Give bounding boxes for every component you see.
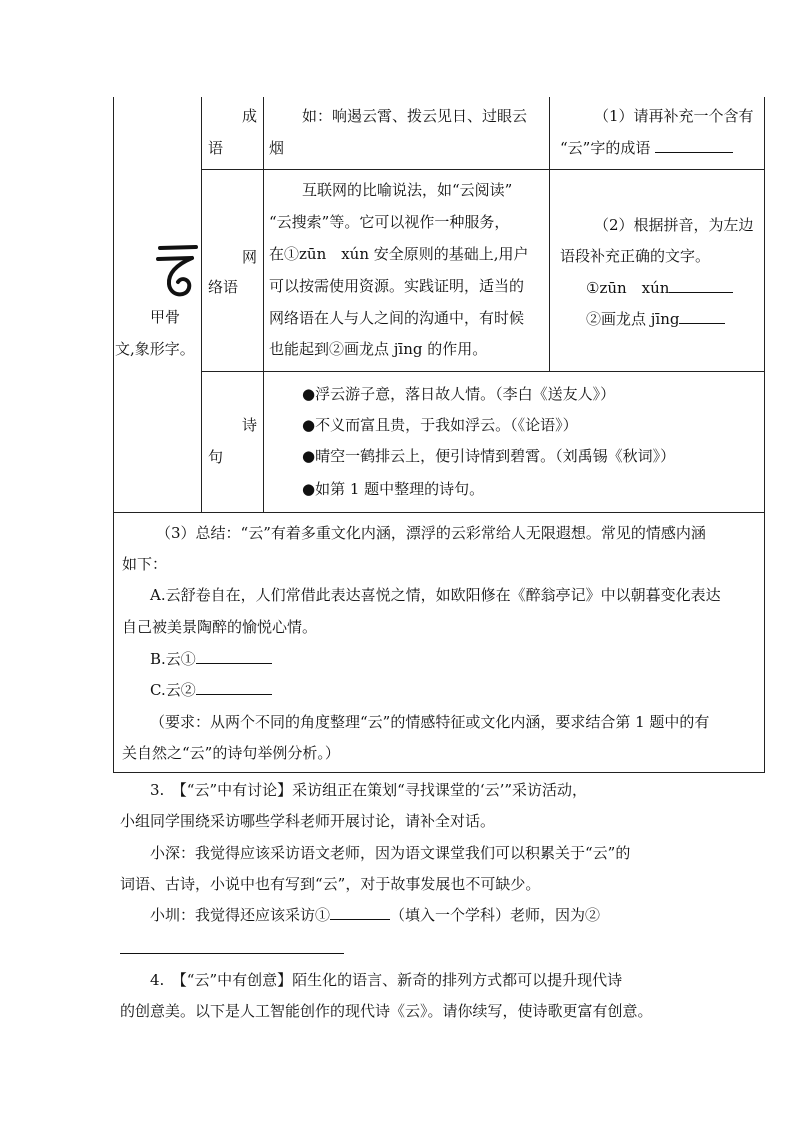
table-rule [113, 772, 765, 773]
summary-c-label: C.云② [150, 681, 196, 699]
reason-answer-blank[interactable] [120, 953, 344, 954]
table-rule [764, 97, 765, 773]
pinyin-jing: ②画龙点 jīng [586, 310, 680, 328]
summary-b-blank[interactable] [196, 649, 272, 664]
poem-line: ●晴空一鹤排云上，便引诗情到碧霄。（刘禹锡《秋词》） [302, 447, 676, 465]
q3-line: 小深：我觉得应该采访语文老师，因为语文课堂我们可以积累关于“云”的 [150, 844, 631, 862]
row-label-chengyu-1: 成 [242, 107, 258, 125]
q3-line: 小组同学围绕采访哪些学科老师开展讨论，请补全对话。 [120, 812, 496, 830]
table-rule [549, 97, 550, 372]
q3-line: 3. 【“云”中有讨论】采访组正在策划“寻找课堂的‘云’”采访活动， [150, 781, 588, 799]
jing-answer-blank[interactable] [679, 309, 725, 324]
poem-line: ●浮云游子意，落日故人情。（李白《送友人》） [302, 385, 616, 403]
row-label-wangluo-1: 网 [242, 248, 258, 266]
pinyin-zunxun: ①zūn xún [586, 279, 670, 297]
summary-c-blank[interactable] [196, 680, 272, 695]
q4-line: 4. 【“云”中有创意】陌生化的语言、新奇的排列方式都可以提升现代诗 [150, 971, 623, 989]
idiom-answer-blank[interactable] [655, 138, 733, 153]
summary-line [150, 644, 272, 675]
summary-line: 关自然之“云”的诗句举例分析。） [122, 744, 340, 762]
row-label-chengyu-2: 语 [208, 139, 224, 157]
task1-text: “云”字的成语 [560, 139, 651, 157]
summary-line: 如下： [122, 555, 168, 573]
row-label-wangluo-2: 络语 [208, 278, 239, 296]
summary-line: A.云舒卷自在，人们常借此表达喜悦之情，如欧阳修在《醉翁亭记》中以朝暮变化表达 [150, 586, 721, 604]
zunxun-answer-blank[interactable] [669, 278, 733, 293]
q3-fill-tail: （填入一个学科）老师，因为② [390, 906, 601, 924]
glyph-caption-line2: 文,象形字。 [115, 340, 195, 358]
table-rule [201, 169, 765, 170]
summary-b-label: B.云① [150, 650, 196, 668]
table-rule [201, 97, 202, 512]
task2-line: （2）根据拼音，为左边 [594, 216, 754, 234]
table-rule [113, 97, 114, 773]
task2-line [586, 273, 733, 304]
q3-line [150, 900, 600, 931]
table-rule [113, 512, 765, 513]
q3-xiaozhen-text: 小圳：我觉得还应该采访① [150, 906, 331, 924]
wangluo-content-line: 可以按需使用资源。实践证明，适当的 [269, 277, 525, 295]
summary-line: （要求：从两个不同的角度整理“云”的情感特征或文化内涵，要求结合第 1 题中的有 [150, 713, 710, 731]
wangluo-content-line: 网络语在人与人之间的沟通中，有时候 [269, 309, 525, 327]
task2-line: 语段补充正确的文字。 [560, 247, 711, 265]
summary-line: 自己被美景陶醉的愉悦心情。 [122, 618, 318, 636]
row-label-shiju-2: 句 [208, 448, 224, 466]
wangluo-content-line: 也能起到②画龙点 jīng 的作用。 [269, 340, 488, 358]
subject-answer-blank[interactable] [330, 905, 390, 920]
q4-line: 的创意美。以下是人工智能创作的现代诗《云》。请你续写，使诗歌更富有创意。 [120, 1002, 653, 1020]
oracle-bone-yun-glyph [156, 242, 202, 302]
chengyu-content-line: 烟 [269, 139, 285, 157]
summary-line [150, 675, 272, 706]
task1-line: （1）请再补充一个含有 [594, 107, 754, 125]
wangluo-content-line: 在①zūn xún 安全原则的基础上,用户 [269, 245, 529, 263]
glyph-caption-line1: 甲骨 [150, 308, 181, 326]
table-rule [201, 371, 765, 372]
wangluo-content-line: “云搜索”等。它可以视作一种服务， [269, 213, 510, 231]
summary-line: （3）总结：“云”有着多重文化内涵，漂浮的云彩常给人无限遐想。常见的情感内涵 [156, 524, 706, 542]
wangluo-content-line: 互联网的比喻说法，如“云阅读” [302, 181, 513, 199]
table-rule [263, 97, 264, 512]
row-label-shiju-1: 诗 [242, 416, 258, 434]
chengyu-content-line: 如：响遏云霄、拨云见日、过眼云 [302, 107, 528, 125]
task1-line [560, 133, 733, 164]
poem-line: ●如第 1 题中整理的诗句。 [302, 480, 485, 498]
q3-line: 词语、古诗，小说中也有写到“云”，对于故事发展也不可缺少。 [120, 875, 541, 893]
poem-line: ●不义而富且贵，于我如浮云。（《论语》） [302, 416, 578, 434]
task2-line [586, 304, 725, 335]
